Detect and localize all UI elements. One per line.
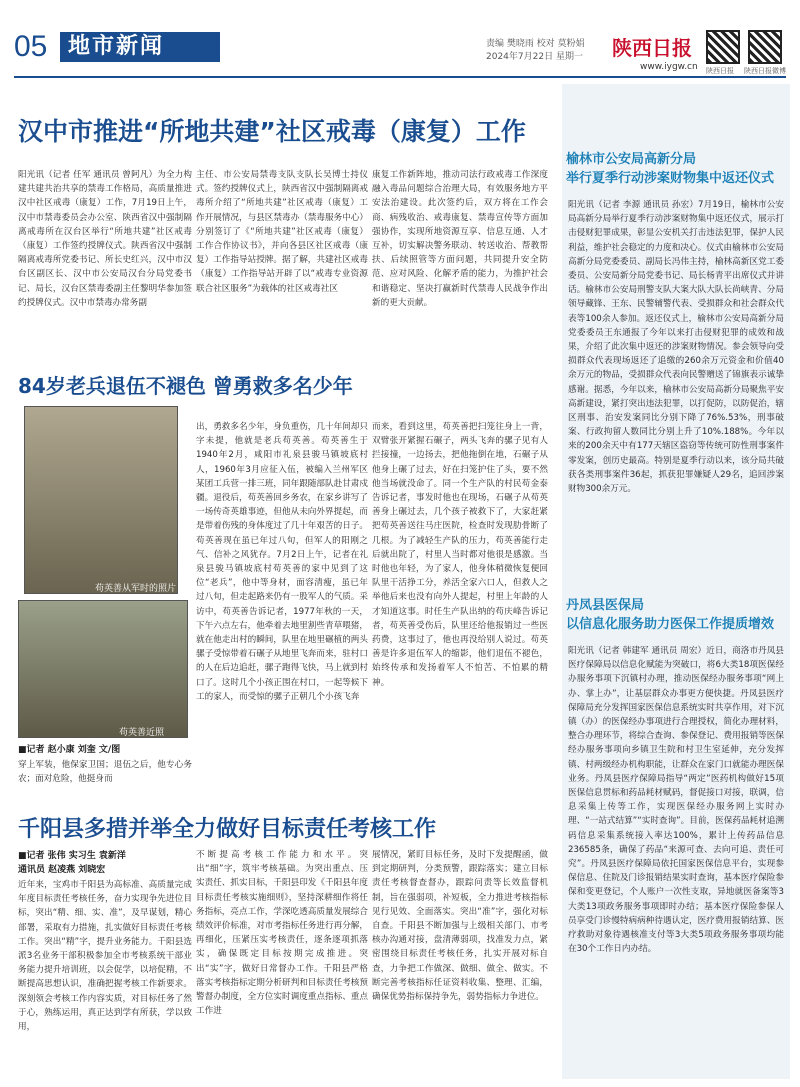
photo-caption: 苟英善近照: [119, 728, 165, 738]
edit-info-date: 2024年7月22日 星期一: [486, 52, 583, 62]
article3-byline: 通讯员 赵凌燕 刘晓宏: [18, 865, 106, 875]
sidebar-story2-title-line2: 以信息化服务助力医保工作提质增效: [566, 617, 775, 632]
article2-title: 84岁老兵退伍不褪色 曾勇救多名少年: [18, 374, 353, 398]
sidebar-story2-title-line1: 丹凤县医保局: [566, 598, 645, 613]
sidebar-story1-text: 阳光讯（记者 李源 通讯员 孙宏）7月19日，榆林市公安局高新分局举行夏季行动涉案财物集中返还仪式，展示打击侵财犯罪成果，彰显公安机关打击违法犯罪，保护人民利益，维护社会稳定的力度和决心。仪式由榆林市公安局高新分局党委委员、副局长冯伟主持，榆林高新区党工委委员、公安局新分局党委书记、局长杨青平出席仪式并讲话。榆林市公安局刑警支队大案大队大队长尚峡青、分局领导藏锋、王东、民警辅警代表、受损群众和社会群众代表等100余人参加。返还仪式上，榆林市公安局高新分局党委委员王东通报了今年以来打击侵财犯罪的成效和战果，介绍了此次集中返还的涉案财物情况。参会领导向受损群众代表现场返还了追缴的260余万元资金和价值40余万元的物品，受损群众代表向民警赠送了锦旗表示诚挚感谢。据悉，今年以来，榆林市公安局高新分局聚焦平安高新建设，紧打突出违法犯罪，以打促防，以防促治，辖区刑事、治安发案同比分别下降了76%.53%，刑事破案、行政拘留人数同比分别上升了10%.188%。今年以来的200余天中有177天辖区盗窃等传统可防性刑事案件零发案，创历史最高。特别是夏季行动以来，该分局共破获各类刑事案件36起，抓获犯罪嫌疑人29名，追回涉案财物300余万元。: [568, 200, 784, 495]
article2-col1: 穿上军装，他保家卫国；退伍之后，他专心务农；面对危险，他挺身而: [18, 760, 192, 785]
qr-code-icon[interactable]: [706, 30, 740, 64]
qr-code-icon[interactable]: [748, 30, 782, 64]
article2-col3: 而来，看到这里，苟英善把扫笼往身上一背，双臂张开紧握石碾子，两头飞奔的骡子见有人拦接撞，一边扬去，把他拖倒在地，石碾子从他身上碾了过去，好在扫笼护住了头，要不然他当场就没命了。同一个生产队的村民苟金泰告诉记者，事发时他也在现场，石碾子从苟英善身上碾过去，几个孩子被救下了，大家赶紧把苟英善送往马庄医院，检查时发现肋骨断了几根。为了减轻生产队的压力，苟英善能行走后就出院了，村里人当时都对他很是感激。当时他也年轻，为了家人，他身体稍微恢复便回队里干活挣工分，养活全家六口人，但救人之举他后来也没有向外人提起，村里上年龄的人才知道这事。时任生产队出纳的苟庆峰告诉记者，苟英善受伤后，队里还给他报销过一些医药费，这事过了，他也再没给别人说过。苟英善是许多退伍军人的缩影，他们退伍不褪色，始终传承和发扬着军人不怕苦、不怕累的精神。: [372, 422, 548, 688]
sidebar-story2-text: 阳光讯（记者 韩建军 通讯员 周宏）近日，商洛市丹凤县医疗保障局以信息化赋能为突破口，将6大类18项医保经办服务事项下沉镇村办理，推动医保经办服务事项“网上办、掌上办”，让基层群众办事更方便快捷。丹凤县医疗保障局充分发挥国家医保信息系统实时共享作用，对下沉镇（办）的医保经办事项进行合理授权，简化办理材料，整合办理环节，将综合查询、参保登记、费用报销等医保经办服务事项向乡镇卫生院和村卫生室延伸，充分发挥镇、村两级经办机构职能，让群众在家门口就能办理医保业务。丹凤县医疗保障局指导“两定”医药机构做好15项医保信息贯标和药品耗材赋码，督促接口对接，联调，信息采集上传等工作，实现医保经办服务网上实时办理、“一站式结算”“实时查询”。目前，医保药品耗材追溯码信息采集系统接入率达100%，累计上传药品信息236585条，确保了药品“来源可查、去向可追、责任可究”。丹凤县医疗保障局依托国家医保信息平台，实现参保信息、住院及门诊报销结果实时查询，基本医疗保险参保和变更登记，个人账户一次性支取，异地就医备案等3大类13项政务服务事项即时办结；基本医疗保险参保人员享受门诊慢特病病种待遇认定，医疗费用报销结算、医疗救助对象待遇核准支付等3大类5项政务服务事项均能在30个工作日内办结。: [568, 646, 784, 955]
sidebar-story1-title-line1: 榆林市公安局高新分局: [566, 152, 697, 167]
article3-title: 千阳县多措并举全力做好目标责任考核工作: [18, 817, 437, 842]
qr-label: 陕西日报微博: [744, 67, 786, 75]
edit-info-editors: 责编 樊晓雨 校对 莫粉娟: [486, 39, 585, 49]
article1-col3: 康复工作新阵地，推动司法行政戒毒工作深度融入毒品问题综合治理大局，有效服务地方平安法治建设。此次签约后，双方将在工作会商、病残收治、戒毒康复、禁毒宣传等方面加强协作，实现所地资源互享、信息互通、人才互补，切实解决警务联动、转送收治、帮教帮扶、后续照管等方面问题，共同提升安全防范、应对风险、化解矛盾的能力，为推护社会和谐稳定、坚决打赢新时代禁毒人民战争作出新的更大贡献。: [372, 170, 548, 308]
edit-info: [486, 38, 585, 64]
article2-col2: 出，勇救多名少年，身负重伤，几十年间却只字未提，他就是老兵苟英善。苟英善生于1940年2月，咸阳市礼泉县骏马镇坡底村人，1960年3月应征入伍，被编入兰州军区某团工兵营一排三班，同年跟随部队赴甘肃戍疆。退役后，苟英善回乡务农，在家乡讲写了一场传奇英雄事迹，但他从未向外界提起，而是带着伤残的身体度过了几十年艰苦的日子。苟英善现在虽已年过八旬，但军人的阳刚之气、信补之风犹存。7月2日上午，记者在礼泉县骏马镇坡底村苟英善的家中见到了这位“老兵”，他中等身材，面容清瘦，虽已年过八旬，但走起路来仍有一股军人的气质。采访中，苟英善告诉记者，1977年秋的一天，下午六点左右，他牵着去地里割些青草喂猪，就在他走出村的瞬间，队里在地里碾植的两头骡子受惊带着石碾子从地里飞奔而来，驻村口的人在后边追赶，骡子跑得飞快，马上就到村口了。这时几个小孩正围在村口，一起等候下工的家人，而受惊的骡子正朝几个小孩飞奔: [196, 422, 368, 702]
section-title: 地市新闻: [60, 32, 220, 62]
soldier-photo: [24, 406, 178, 594]
qr-label: 陕西日报: [706, 67, 734, 75]
article1-col2: 主任、市公安局禁毒支队支队长吴博士持仪式。签约授牌仪式上，陕西省汉中强制隔离戒毒所介绍了“所地共建”社区戒毒（康复）工作开展情况，与县区禁毒办（禁毒服务中心）分别签订了《“所地共建”社区戒毒（康复）工作合作协议书》，并向各县区社区戒毒（康复）工作指导站授牌。据了解，共建社区戒毒（康复）工作指导站开辟了以“戒毒专业资源联合社区服务”为载体的社区戒毒社区: [196, 170, 368, 294]
sidebar-story1-title: [566, 150, 786, 188]
article2-byline: ■记者 赵小康 刘奎 文/图: [18, 745, 121, 755]
article3-byline: ■记者 张伟 实习生 袁新洋: [18, 851, 126, 861]
newspaper-url[interactable]: www.iygw.cn: [640, 62, 698, 72]
article3-col2: 不断提高考核工作能力和水平。突出“细”字，筑牢考核基础。为突出重点、压实责任、抓实目标，千阳县印发《千阳县年度目标责任考核实施细则》，坚持深耕细作将任务指标，亮点工作，学深吃透高质量发展综合绩效评价标准，对市考指标任务进行再分解，再细化，压紧压实考核责任，逐条逐项抓落实，确保既定目标按期完成推进。突出“实”字，做好日常督办工作。千阳县严格落实考核指标定期分析研判和目标责任考核预警督办制度，全方位实时调度重点指标、重点工作进: [196, 850, 368, 1017]
article3-col3: 展情况，紧盯目标任务，及时下发提醒函，做到定期研判，分类预警，跟踪落实；建立目标责任考核督查督办，跟踪问责等长效监督机制，旨在强弱项，补短板，全力推进考核指标见行见效、全面落实。突出“准”字，强化对标自查。千阳县不断加强与上级相关部门、市考核办沟通对接，盘清薄弱项，找准发力点，紧密围绕目标责任考核任务，扎实开展对标自查，力争把工作做深、做细、做全、做实。不断完善考核指标任证资料收集、整理、汇编，确保优势指标保持争先，弱势指标力争进位。: [372, 850, 548, 1003]
elder-photo: [18, 600, 188, 738]
article1-col1: 阳光讯（记者 任军 通讯员 曾阿凡）为全力构建共建共治共享的禁毒工作格局，高质量推进汉中社区戒毒（康复）工作，7月19日上午，汉中市禁毒委员会办公室、陕西省汉中强制隔离戒毒所在汉台区举行“所地共建”社区戒毒（康复）工作签约授牌仪式。陕西省汉中强制隔离戒毒所党委书记、所长史红兴，汉中市汉台区副区长、汉中市公安局汉台分局党委书记、局长，汉台区禁毒委副主任黎明华参加签约授牌仪式。汉中市禁毒办常务副: [18, 170, 192, 308]
article1-title: 汉中市推进“所地共建”社区戒毒（康复）工作: [18, 117, 526, 146]
page-number: 05: [14, 30, 48, 63]
article3-col1: 近年来，宝鸡市千阳县为高标准、高质量完成年度目标责任考核任务，奋力实现争先进位目标，突出“精、细、实、准”，及早谋划，精心部署，采取有力措施，扎实做好目标责任考核工作。突出“精”字，提升业务能力。千阳县选派3名业务干部积极参加全市考核系统干部业务能力提升培训班，以会促学，以培促精，不断提高思想认识，准确把握考核工作新要求。深刻领会考核工作内容实质，对目标任务了然于心，熟练运用，真正达到学有所获，学以致用，: [18, 880, 192, 1033]
photo-caption: 苟英善从军时的照片: [95, 584, 177, 594]
sidebar-story1-title-line2: 举行夏季行动涉案财物集中返还仪式: [566, 171, 775, 186]
header-rule: [14, 76, 786, 78]
sidebar-story2-title: [566, 596, 786, 634]
newspaper-logo: 陕西日报: [612, 36, 692, 60]
